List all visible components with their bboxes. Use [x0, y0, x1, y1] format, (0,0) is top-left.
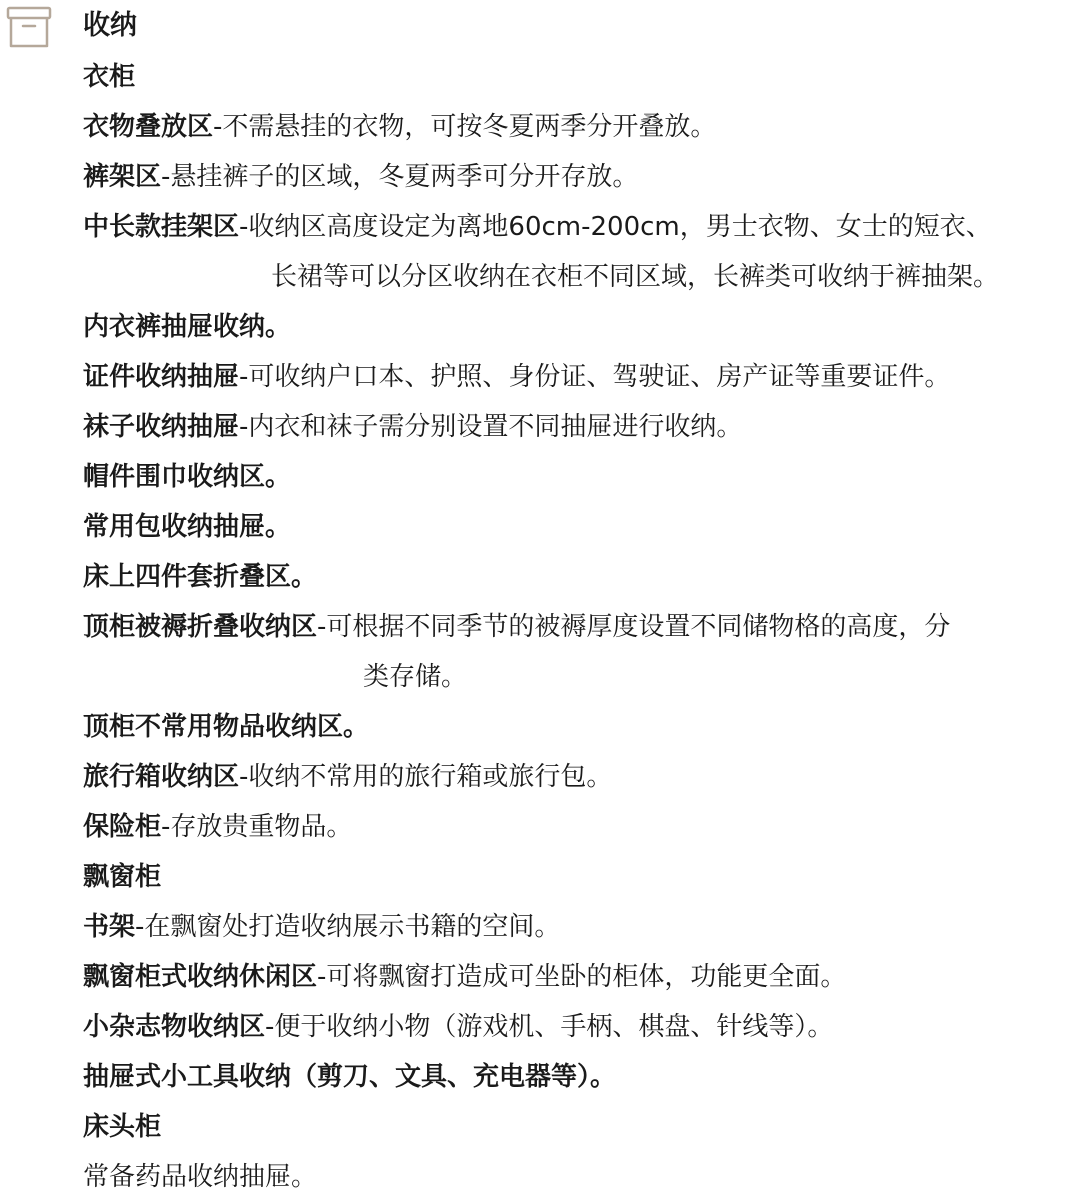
list-item: 旅行箱收纳区-收纳不常用的旅行箱或旅行包。 [83, 762, 613, 792]
list-item: 床头柜 [83, 1112, 162, 1142]
list-item: 裤架区-悬挂裤子的区域，冬夏两季可分开存放。 [83, 162, 639, 192]
storage-box-icon [6, 5, 52, 49]
list-item: 顶柜不常用物品收纳区。 [83, 712, 370, 742]
list-item: 袜子收纳抽屉-内衣和袜子需分别设置不同抽屉进行收纳。 [83, 412, 743, 442]
list-item: 衣物叠放区-不需悬挂的衣物，可按冬夏两季分开叠放。 [83, 112, 717, 142]
section-title: 收纳 [83, 10, 137, 41]
list-item: 床上四件套折叠区。 [83, 562, 318, 592]
list-item: 保险柜-存放贵重物品。 [83, 812, 353, 842]
list-item: 顶柜被褥折叠收纳区-可根据不同季节的被褥厚度设置不同储物格的高度，分 类存储。 [83, 602, 1078, 702]
list-item: 衣柜 [83, 62, 136, 92]
list-item-continuation: 长裙等可以分区收纳在衣柜不同区域，长裤类可收纳于裤抽架。 [271, 262, 1000, 292]
list-item: 抽屉式小工具收纳（剪刀、文具、充电器等）。 [83, 1062, 617, 1092]
storage-content [83, 0, 1078, 1202]
list-item: 飘窗柜式收纳休闲区-可将飘窗打造成可坐卧的柜体，功能更全面。 [83, 962, 847, 992]
list-item: 内衣裤抽屉收纳。 [83, 312, 292, 342]
list-item: 中长款挂架区-收纳区高度设定为离地60cm-200cm，男士衣物、女士的短衣、 长裙等可以分区收纳在衣柜不同区域，长裤类可收纳于裤抽架。 [83, 202, 1078, 302]
list-item: 飘窗柜 [83, 862, 162, 892]
list-item: 常用包收纳抽屉。 [83, 512, 292, 542]
list-item: 小杂志物收纳区-便于收纳小物（游戏机、手柄、棋盘、针线等）。 [83, 1012, 834, 1042]
list-item: 书架-在飘窗处打造收纳展示书籍的空间。 [83, 912, 561, 942]
list-item-continuation: 类存储。 [363, 662, 468, 692]
list-item: 常备药品收纳抽屉。 [83, 1162, 318, 1192]
list-item: 帽件围巾收纳区。 [83, 462, 292, 492]
list-item: 证件收纳抽屉-可收纳户口本、护照、身份证、驾驶证、房产证等重要证件。 [83, 362, 951, 392]
